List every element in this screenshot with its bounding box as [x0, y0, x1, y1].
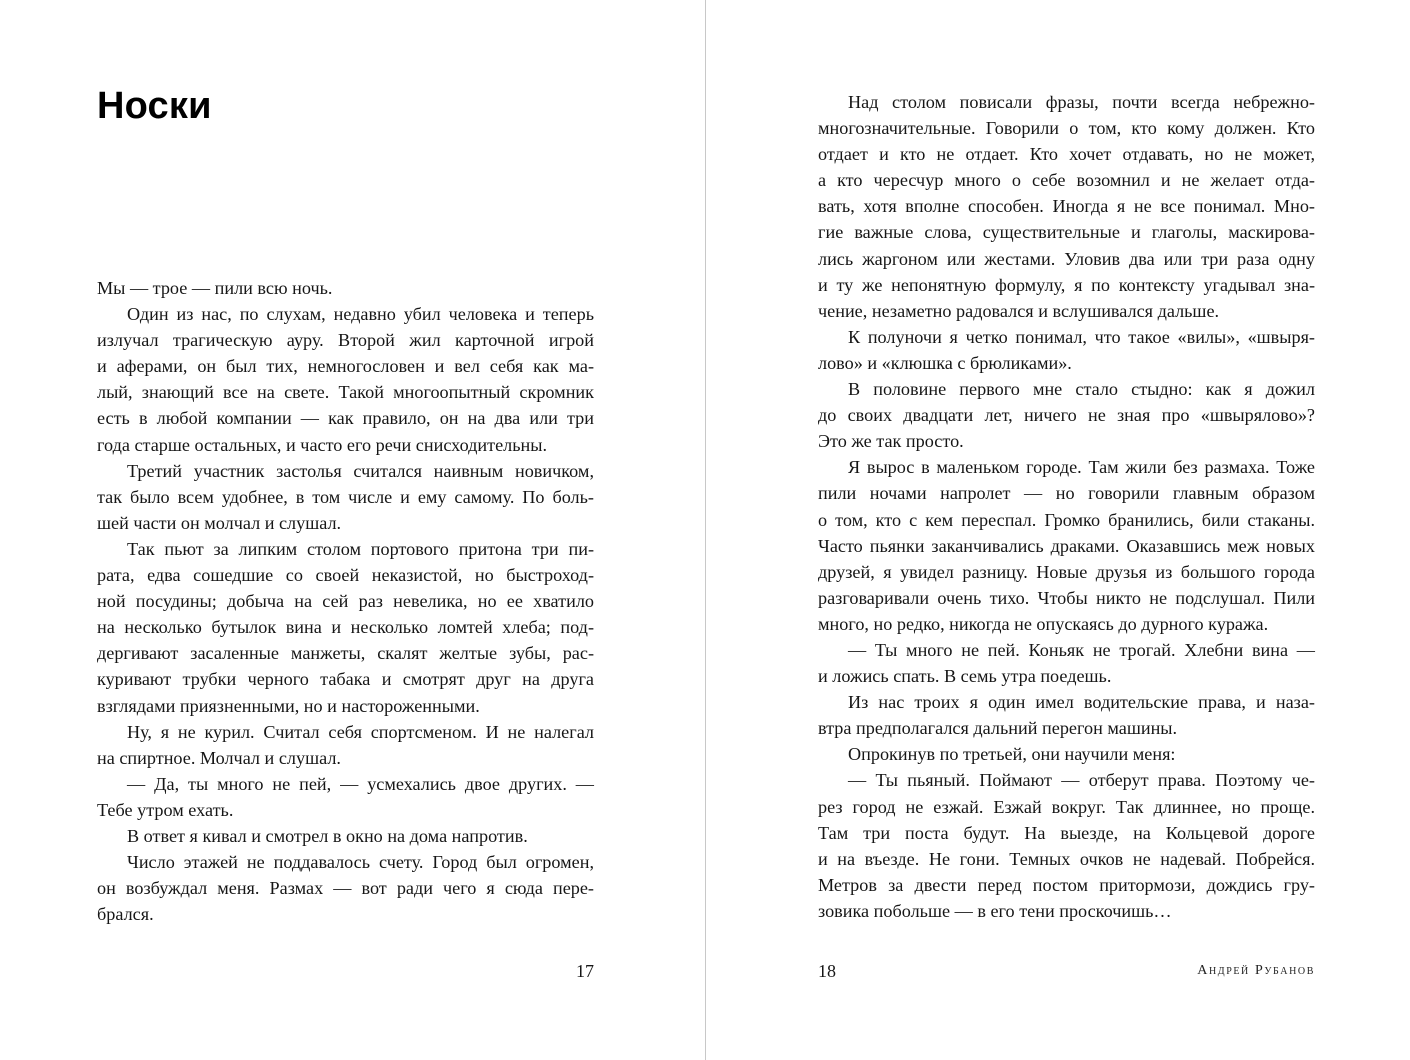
text-line: и ложись спать. В семь утра поедешь. [818, 666, 1112, 687]
paragraph [97, 719, 594, 771]
text-line: пили ночами напролет — но говорили главным образом [818, 483, 1315, 504]
text-line: отдает и кто не отдает. Кто хочет отдавать, но не может, [818, 144, 1315, 165]
text-line: и ту же непонятную формулу, я по контексту угадывал зна- [818, 274, 1315, 295]
text-line: и на въезде. Не гони. Темных очков не надевай. Побрейся. [818, 848, 1315, 869]
text-line: разговаривали очень тихо. Чтобы никто не подслушал. Пили [818, 587, 1315, 608]
text-line: Так пьют за липким столом портового притона три пи- [127, 538, 594, 559]
text-line: года старше остальных, и часто его речи снисходительны. [97, 434, 548, 455]
paragraph [818, 689, 1315, 741]
text-line: ной посудины; добыча на сей раз невелика, но ее хватило [97, 591, 594, 612]
text-line: брался. [97, 904, 154, 925]
text-line: Это же так просто. [818, 431, 964, 452]
page-number-left: 17 [576, 961, 594, 981]
text-line: Метров за двести перед постом притормози, дождись гру- [818, 874, 1315, 895]
text-line: Опрокинув по третьей, они научили меня: [848, 744, 1176, 765]
paragraph [97, 771, 594, 823]
running-head-author: Андрей Рубанов [1197, 963, 1315, 978]
text-line: Из нас троих я один имел водительские права, и наза- [848, 692, 1315, 713]
text-line: а кто чересчур много о себе возомнил и не желает отда- [818, 170, 1315, 191]
text-line: есть в любой компании — как правило, он на два или три [97, 408, 594, 429]
paragraph [97, 458, 594, 536]
text-line: взглядами приязненными, но и настороженными. [97, 695, 480, 716]
text-line: так было всем удобнее, в том числе и ему самому. По боль- [97, 486, 594, 507]
paragraph [818, 741, 1315, 767]
text-line: — Ты много не пей. Коньяк не трогай. Хлебни вина — [848, 639, 1315, 660]
left-page-text [97, 275, 594, 927]
paragraph [818, 767, 1315, 924]
right-page [818, 0, 1315, 1060]
paragraph [818, 637, 1315, 689]
text-line: рез город не езжай. Езжай вокруг. Так длиннее, но проще. [818, 796, 1315, 817]
text-line: лово» и «клюшка с брюликами». [818, 352, 1072, 373]
text-line: рата, едва сошедшие со своей неказистой, но быстроход- [97, 565, 594, 586]
text-line: чение, незаметно радовался и вслушивался дальше. [818, 300, 1220, 321]
text-line: зовика побольше — в его тени проскочишь… [818, 900, 1172, 921]
text-line: Над столом повисали фразы, почти всегда небрежно- [848, 92, 1315, 112]
text-line: на несколько бутылок вина и несколько ломтей хлеба; под- [97, 617, 594, 638]
text-line: шей части он молчал и слушал. [97, 512, 342, 533]
text-line: Ну, я не курил. Считал себя спортсменом. И не налегал [127, 721, 594, 742]
text-line: на спиртное. Молчал и слушал. [97, 747, 341, 768]
text-line: до своих двадцати лет, ничего не зная про «швырялово»? [818, 405, 1315, 426]
text-line: много, но редко, никогда не опускаясь до дурного куража. [818, 613, 1269, 634]
paragraph [818, 89, 1315, 324]
text-line: он возбуждал меня. Размах — вот ради чего я сюда пере- [97, 878, 594, 899]
text-line: друзей, я увидел разницу. Новые друзья из большого города [818, 561, 1315, 582]
text-line: гие важные слова, существительные и глаголы, маскирова- [818, 222, 1315, 243]
paragraph [97, 301, 594, 458]
text-line: Один из нас, по слухам, недавно убил человека и теперь [127, 304, 594, 325]
text-line: и аферами, он был тих, немногословен и вел себя как ма- [97, 356, 594, 377]
paragraph [818, 376, 1315, 454]
text-line: В половине первого мне стало стыдно: как я дожил [848, 379, 1315, 400]
page-number-right: 18 [818, 961, 836, 981]
text-line: В ответ я кивал и смотрел в окно на дома напротив. [127, 825, 528, 846]
page-gutter-divider [705, 0, 706, 1060]
chapter-title: Носки [97, 85, 212, 127]
text-line: о том, кто с кем переспал. Громко бранились, били стаканы. [818, 509, 1315, 530]
text-line: Мы — трое — пили всю ночь. [97, 278, 333, 298]
text-line: Третий участник застолья считался наивным новичком, [127, 460, 594, 481]
paragraph [818, 454, 1315, 637]
paragraph [97, 275, 594, 301]
paragraph [818, 324, 1315, 376]
text-line: Тебе утром ехать. [97, 799, 234, 820]
text-line: — Да, ты много не пей, — усмехались двое других. — [127, 773, 594, 794]
left-page [97, 0, 594, 1060]
text-line: вать, хотя вполне способен. Иногда я не все понимал. Мно- [818, 196, 1315, 217]
text-line: куривают трубки черного табака и смотрят друг на друга [97, 669, 594, 690]
text-line: лись жаргоном или жестами. Уловив два или три раза одну [818, 248, 1315, 269]
right-page-text [818, 89, 1315, 924]
text-line: лый, знающий все на свете. Такой многоопытный скромник [97, 382, 594, 403]
text-line: многозначительные. Говорили о том, кто кому должен. Кто [818, 118, 1315, 139]
paragraph [97, 823, 594, 849]
text-line: излучал трагическую ауру. Второй жил карточной игрой [97, 330, 594, 351]
paragraph [97, 536, 594, 719]
text-line: Там три поста будут. На выезде, на Кольцевой дороге [818, 822, 1315, 843]
text-line: К полуночи я четко понимал, что такое «вилы», «швыря- [848, 326, 1315, 347]
paragraph [97, 849, 594, 927]
text-line: втра предполагался дальний перегон машины. [818, 718, 1178, 739]
text-line: Число этажей не поддавалось счету. Город был огромен, [127, 852, 594, 873]
text-line: дергивают засаленные манжеты, скалят желтые зубы, рас- [97, 643, 594, 664]
text-line: — Ты пьяный. Поймают — отберут права. Поэтому че- [848, 770, 1315, 791]
text-line: Часто пьянки заканчивались драками. Оказавшись меж новых [818, 535, 1315, 556]
text-line: Я вырос в маленьком городе. Там жили без размаха. Тоже [848, 457, 1315, 478]
